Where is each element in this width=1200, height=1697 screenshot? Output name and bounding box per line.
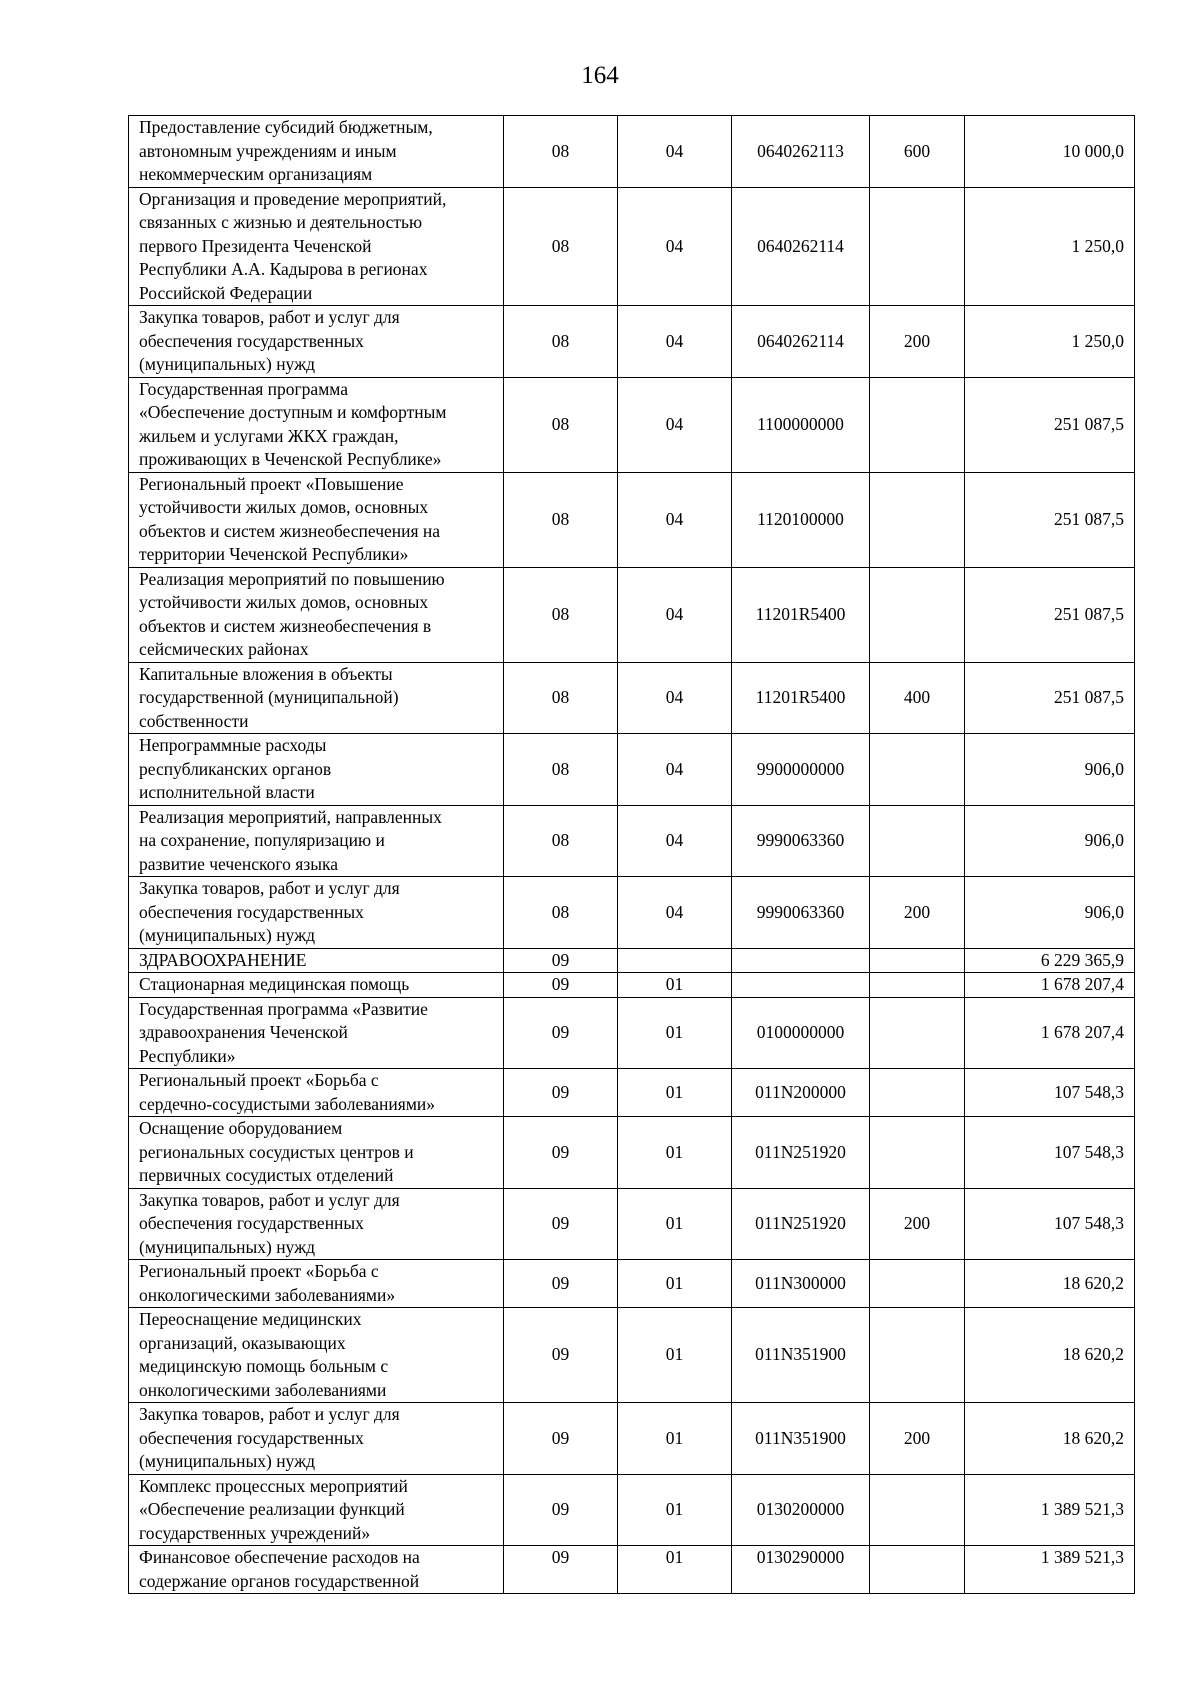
expense-name-cell: Оснащение оборудованием региональных сосудистых центров и первичных сосудистых отделений bbox=[129, 1117, 504, 1189]
expense-type-cell bbox=[870, 1260, 965, 1308]
target-article-cell: 0640262113 bbox=[732, 116, 870, 188]
table-row bbox=[129, 1260, 1135, 1308]
table-row bbox=[129, 377, 1135, 472]
amount-cell: 10 000,0 bbox=[965, 116, 1135, 188]
table-row bbox=[129, 472, 1135, 567]
amount-cell: 18 620,2 bbox=[965, 1260, 1135, 1308]
subsection-code-cell: 01 bbox=[618, 973, 732, 998]
expense-name-cell: Стационарная медицинская помощь bbox=[129, 973, 504, 998]
expense-type-cell bbox=[870, 1474, 965, 1546]
target-article-cell: 9900000000 bbox=[732, 734, 870, 806]
subsection-code-cell: 04 bbox=[618, 306, 732, 378]
section-code-cell: 09 bbox=[504, 1474, 618, 1546]
target-article-cell: 9990063360 bbox=[732, 877, 870, 949]
table-row bbox=[129, 1546, 1135, 1594]
expense-type-cell bbox=[870, 734, 965, 806]
expense-type-cell bbox=[870, 1069, 965, 1117]
expense-type-cell bbox=[870, 1308, 965, 1403]
section-code-cell: 08 bbox=[504, 805, 618, 877]
target-article-cell bbox=[732, 948, 870, 973]
subsection-code-cell: 04 bbox=[618, 805, 732, 877]
target-article-cell: 011N300000 bbox=[732, 1260, 870, 1308]
table-row bbox=[129, 116, 1135, 188]
expense-type-cell bbox=[870, 1117, 965, 1189]
expense-name-cell: Закупка товаров, работ и услуг для обеспечения государственных (муниципальных) нужд bbox=[129, 877, 504, 949]
subsection-code-cell: 04 bbox=[618, 567, 732, 662]
amount-cell: 1 678 207,4 bbox=[965, 997, 1135, 1069]
amount-cell: 906,0 bbox=[965, 877, 1135, 949]
expense-name-cell: Региональный проект «Борьба с онкологическими заболеваниями» bbox=[129, 1260, 504, 1308]
expense-name-cell: Переоснащение медицинских организаций, оказывающих медицинскую помощь больным с онкологическими заболеваниями bbox=[129, 1308, 504, 1403]
amount-cell: 107 548,3 bbox=[965, 1117, 1135, 1189]
amount-cell: 107 548,3 bbox=[965, 1069, 1135, 1117]
amount-cell: 251 087,5 bbox=[965, 567, 1135, 662]
expense-type-cell: 200 bbox=[870, 306, 965, 378]
table-row bbox=[129, 973, 1135, 998]
table-row bbox=[129, 805, 1135, 877]
expense-type-cell: 200 bbox=[870, 1188, 965, 1260]
table-row bbox=[129, 877, 1135, 949]
table-row bbox=[129, 1308, 1135, 1403]
expense-name-cell: Реализация мероприятий, направленных на сохранение, популяризацию и развитие чеченского языка bbox=[129, 805, 504, 877]
section-code-cell: 09 bbox=[504, 997, 618, 1069]
table-row bbox=[129, 734, 1135, 806]
table-row bbox=[129, 1403, 1135, 1475]
table-row bbox=[129, 567, 1135, 662]
target-article-cell: 0640262114 bbox=[732, 187, 870, 306]
amount-cell: 251 087,5 bbox=[965, 377, 1135, 472]
expense-name-cell: Региональный проект «Борьба с сердечно-сосудистыми заболеваниями» bbox=[129, 1069, 504, 1117]
section-code-cell: 08 bbox=[504, 877, 618, 949]
expense-type-cell bbox=[870, 997, 965, 1069]
target-article-cell: 1100000000 bbox=[732, 377, 870, 472]
table-row bbox=[129, 1188, 1135, 1260]
target-article-cell: 011N251920 bbox=[732, 1188, 870, 1260]
section-code-cell: 09 bbox=[504, 1069, 618, 1117]
target-article-cell: 0130200000 bbox=[732, 1474, 870, 1546]
target-article-cell: 0640262114 bbox=[732, 306, 870, 378]
amount-cell: 1 250,0 bbox=[965, 187, 1135, 306]
table-row bbox=[129, 187, 1135, 306]
amount-cell: 107 548,3 bbox=[965, 1188, 1135, 1260]
table-row bbox=[129, 662, 1135, 734]
target-article-cell: 11201R5400 bbox=[732, 567, 870, 662]
table-row bbox=[129, 1117, 1135, 1189]
subsection-code-cell: 01 bbox=[618, 1403, 732, 1475]
amount-cell: 251 087,5 bbox=[965, 662, 1135, 734]
subsection-code-cell: 04 bbox=[618, 877, 732, 949]
expense-type-cell bbox=[870, 567, 965, 662]
section-code-cell: 08 bbox=[504, 377, 618, 472]
subsection-code-cell: 04 bbox=[618, 377, 732, 472]
amount-cell: 1 250,0 bbox=[965, 306, 1135, 378]
table-row bbox=[129, 997, 1135, 1069]
subsection-code-cell: 01 bbox=[618, 1117, 732, 1189]
target-article-cell: 011N351900 bbox=[732, 1403, 870, 1475]
subsection-code-cell: 04 bbox=[618, 734, 732, 806]
target-article-cell: 0130290000 bbox=[732, 1546, 870, 1594]
section-code-cell: 08 bbox=[504, 187, 618, 306]
expense-type-cell bbox=[870, 1546, 965, 1594]
expense-name-cell: ЗДРАВООХРАНЕНИЕ bbox=[129, 948, 504, 973]
subsection-code-cell: 01 bbox=[618, 1069, 732, 1117]
expense-name-cell: Закупка товаров, работ и услуг для обеспечения государственных (муниципальных) нужд bbox=[129, 1403, 504, 1475]
expense-type-cell bbox=[870, 187, 965, 306]
section-code-cell: 09 bbox=[504, 1308, 618, 1403]
target-article-cell: 011N351900 bbox=[732, 1308, 870, 1403]
amount-cell: 1 389 521,3 bbox=[965, 1474, 1135, 1546]
section-code-cell: 09 bbox=[504, 1260, 618, 1308]
expense-type-cell: 200 bbox=[870, 1403, 965, 1475]
subsection-code-cell bbox=[618, 948, 732, 973]
expense-type-cell bbox=[870, 805, 965, 877]
target-article-cell: 11201R5400 bbox=[732, 662, 870, 734]
subsection-code-cell: 04 bbox=[618, 187, 732, 306]
amount-cell: 18 620,2 bbox=[965, 1403, 1135, 1475]
expense-name-cell: Закупка товаров, работ и услуг для обеспечения государственных (муниципальных) нужд bbox=[129, 306, 504, 378]
table-row bbox=[129, 306, 1135, 378]
expense-name-cell: Реализация мероприятий по повышению устойчивости жилых домов, основных объектов и систем жизнеобеспечения в сейсмических районах bbox=[129, 567, 504, 662]
subsection-code-cell: 01 bbox=[618, 1188, 732, 1260]
subsection-code-cell: 01 bbox=[618, 1308, 732, 1403]
section-code-cell: 09 bbox=[504, 1546, 618, 1594]
expense-name-cell: Финансовое обеспечение расходов на содержание органов государственной bbox=[129, 1546, 504, 1594]
target-article-cell: 0100000000 bbox=[732, 997, 870, 1069]
expense-name-cell: Предоставление субсидий бюджетным, автономным учреждениям и иным некоммерческим организациям bbox=[129, 116, 504, 188]
expense-name-cell: Государственная программа «Развитие здравоохранения Чеченской Республики» bbox=[129, 997, 504, 1069]
section-code-cell: 09 bbox=[504, 973, 618, 998]
amount-cell: 6 229 365,9 bbox=[965, 948, 1135, 973]
amount-cell: 251 087,5 bbox=[965, 472, 1135, 567]
expense-name-cell: Капитальные вложения в объекты государственной (муниципальной) собственности bbox=[129, 662, 504, 734]
expense-name-cell: Региональный проект «Повышение устойчивости жилых домов, основных объектов и систем жизнеобеспечения на территории Чеченской Республики» bbox=[129, 472, 504, 567]
expense-name-cell: Государственная программа «Обеспечение доступным и комфортным жильем и услугами ЖКХ граждан, проживающих в Чеченской Республике» bbox=[129, 377, 504, 472]
target-article-cell bbox=[732, 973, 870, 998]
expense-name-cell: Организация и проведение мероприятий, связанных с жизнью и деятельностью первого Президента Чеченской Республики А.А. Кадырова в регионах Российской Федерации bbox=[129, 187, 504, 306]
table-row bbox=[129, 948, 1135, 973]
table-row bbox=[129, 1069, 1135, 1117]
amount-cell: 1 389 521,3 bbox=[965, 1546, 1135, 1594]
target-article-cell: 9990063360 bbox=[732, 805, 870, 877]
section-code-cell: 09 bbox=[504, 948, 618, 973]
subsection-code-cell: 01 bbox=[618, 1546, 732, 1594]
table-row bbox=[129, 1474, 1135, 1546]
expense-type-cell bbox=[870, 377, 965, 472]
section-code-cell: 09 bbox=[504, 1188, 618, 1260]
amount-cell: 1 678 207,4 bbox=[965, 973, 1135, 998]
section-code-cell: 08 bbox=[504, 306, 618, 378]
expense-type-cell bbox=[870, 472, 965, 567]
subsection-code-cell: 04 bbox=[618, 662, 732, 734]
subsection-code-cell: 04 bbox=[618, 116, 732, 188]
expense-name-cell: Комплекс процессных мероприятий «Обеспечение реализации функций государственных учреждений» bbox=[129, 1474, 504, 1546]
section-code-cell: 08 bbox=[504, 734, 618, 806]
subsection-code-cell: 01 bbox=[618, 1260, 732, 1308]
section-code-cell: 08 bbox=[504, 567, 618, 662]
target-article-cell: 011N251920 bbox=[732, 1117, 870, 1189]
budget-table-body bbox=[129, 116, 1135, 1594]
section-code-cell: 09 bbox=[504, 1117, 618, 1189]
page-number: 164 bbox=[581, 62, 619, 89]
section-code-cell: 08 bbox=[504, 116, 618, 188]
expense-name-cell: Непрограммные расходы республиканских органов исполнительной власти bbox=[129, 734, 504, 806]
subsection-code-cell: 04 bbox=[618, 472, 732, 567]
expense-type-cell bbox=[870, 973, 965, 998]
target-article-cell: 1120100000 bbox=[732, 472, 870, 567]
amount-cell: 906,0 bbox=[965, 805, 1135, 877]
section-code-cell: 08 bbox=[504, 472, 618, 567]
section-code-cell: 09 bbox=[504, 1403, 618, 1475]
expense-type-cell bbox=[870, 948, 965, 973]
subsection-code-cell: 01 bbox=[618, 1474, 732, 1546]
section-code-cell: 08 bbox=[504, 662, 618, 734]
expense-type-cell: 600 bbox=[870, 116, 965, 188]
expense-name-cell: Закупка товаров, работ и услуг для обеспечения государственных (муниципальных) нужд bbox=[129, 1188, 504, 1260]
amount-cell: 906,0 bbox=[965, 734, 1135, 806]
budget-table bbox=[128, 115, 1135, 1594]
subsection-code-cell: 01 bbox=[618, 997, 732, 1069]
amount-cell: 18 620,2 bbox=[965, 1308, 1135, 1403]
expense-type-cell: 400 bbox=[870, 662, 965, 734]
target-article-cell: 011N200000 bbox=[732, 1069, 870, 1117]
expense-type-cell: 200 bbox=[870, 877, 965, 949]
